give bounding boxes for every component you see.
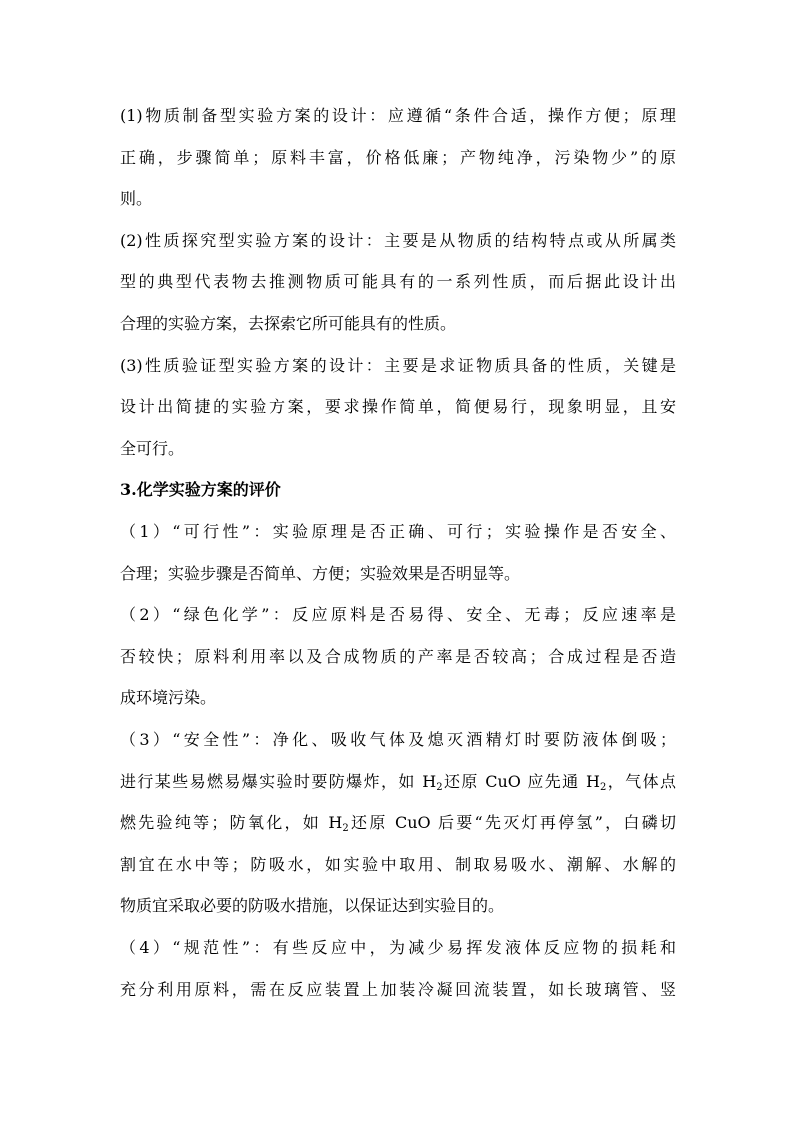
p2-line-3: 合理的实验方案，去探索它所可能具有的性质。: [120, 314, 457, 333]
q3-line-2: [120, 771, 676, 793]
q4-line-1: （4）“规范性”：有些反应中，为减少易挥发液体反应物的损耗和: [120, 938, 676, 957]
section-heading: 3.化学实验方案的评价: [120, 480, 281, 500]
subscript: 2: [436, 781, 443, 793]
text-segment: 还原 CuO 应先通 H: [442, 771, 601, 791]
p3-line-3: 全可行。: [120, 438, 185, 458]
p1-line-1: (1)物质制备型实验方案的设计：应遵循“条件合适，操作方便；原理: [120, 106, 676, 125]
q1-line-2: 合理；实验步骤是否简单、方便；实验效果是否明显等。: [120, 563, 521, 583]
text-segment: 还原 CuO 后要“先灭灯再停氢”，白磷切: [348, 813, 676, 833]
q4-line-2: 充分利用原料，需在反应装置上加装冷凝回流装置，如长玻璃管、竖: [120, 979, 676, 999]
q2-line-2: 否较快；原料利用率以及合成物质的产率是否较高；合成过程是否造: [120, 646, 676, 666]
subscript: 2: [600, 781, 607, 793]
p1-line-3: 则。: [120, 189, 153, 209]
p2-line-1: (2)性质探究型实验方案的设计：主要是从物质的结构特点或从所属类: [120, 230, 676, 250]
q2-line-1: （2）“绿色化学”：反应原料是否易得、安全、无毒；反应速率是: [120, 605, 676, 625]
q3-line-5: 物质宜采取必要的防吸水措施，以保证达到实验目的。: [120, 896, 505, 916]
p1-line-2: 正确，步骤简单；原料丰富，价格低廉；产物纯净，污染物少”的原: [120, 147, 676, 167]
q3-line-3: [120, 812, 676, 834]
subscript: 2: [342, 823, 349, 835]
q3-line-1: （3）“安全性”：净化、吸收气体及熄灭酒精灯时要防液体倒吸；: [120, 730, 676, 749]
q3-line-4: 割宜在水中等；防吸水，如实验中取用、制取易吸水、潮解、水解的: [120, 854, 676, 874]
p3-line-2: 设计出简捷的实验方案，要求操作简单，简便易行，现象明显，且安: [120, 397, 676, 417]
p2-line-2: 型的典型代表物去推测物质可能具有的一系列性质，而后据此设计出: [120, 272, 676, 292]
text-segment: 燃先验纯等；防氧化，如 H: [120, 813, 343, 833]
q1-line-1: （1）“可行性”：实验原理是否正确、可行；实验操作是否安全、: [120, 522, 676, 541]
q2-line-3: 成环境污染。: [120, 688, 217, 708]
text-segment: ，气体点: [606, 771, 676, 791]
p3-line-1: (3)性质验证型实验方案的设计：主要是求证物质具备的性质，关键是: [120, 355, 676, 375]
text-segment: 进行某些易燃易爆实验时要防爆炸，如 H: [120, 771, 437, 791]
